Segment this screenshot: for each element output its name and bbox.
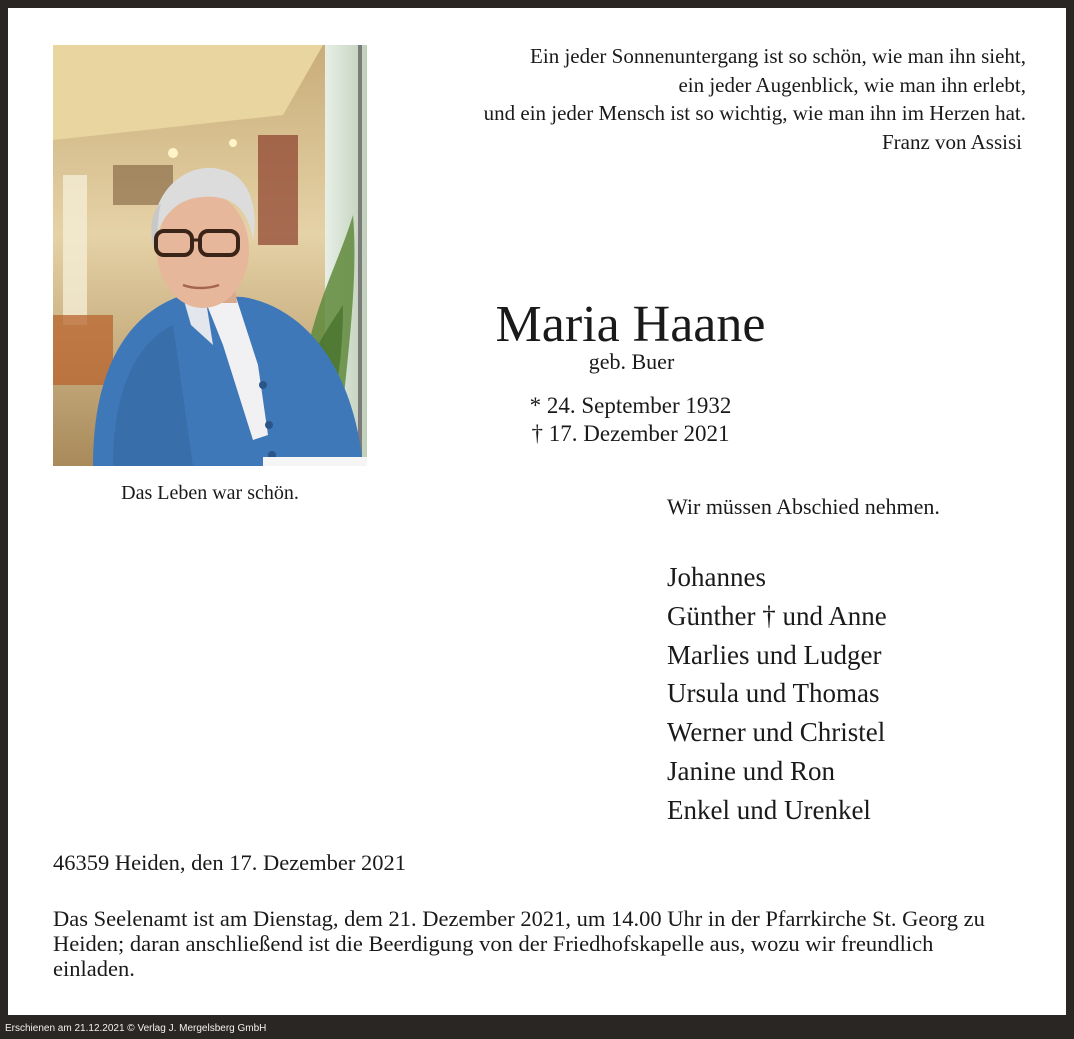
mourner-name: Ursula und Thomas [667,678,880,709]
mourner-name: Enkel und Urenkel [667,794,871,825]
quote [326,42,1026,128]
quote-line: ein jeder Augenblick, wie man ihn erlebt, [678,72,1026,97]
deceased-name: Maria Haane [495,296,766,353]
quote-author: Franz von Assisi [881,130,1022,154]
portrait-photo [53,45,367,466]
maiden-name: geb. Buer [588,349,675,374]
obituary-card [8,8,1066,1015]
farewell-text: Wir müssen Abschied nehmen. [667,494,940,519]
mourner-name: Günther † und Anne [667,600,887,631]
publication-footer: Erschienen am 21.12.2021 © Verlag J. Mergelsberg GmbH [5,1023,267,1034]
birth-date: * 24. September 1932 [529,393,732,418]
life-dates [478,392,783,448]
mourner-name: Johannes [667,562,766,592]
photo-caption: Das Leben war schön. [121,482,299,504]
mourner-name: Werner und Christel [667,717,886,748]
quote-line: und ein jeder Mensch ist so wichtig, wie man ihn im Herzen hat. [483,101,1026,125]
mourners-list [667,558,887,830]
death-date: † 17. Dezember 2021 [531,421,730,446]
mourner-name: Janine und Ron [667,755,835,786]
place-and-date: 46359 Heiden, den 17. Dezember 2021 [53,850,407,875]
funeral-notice: Das Seelenamt ist am Dienstag, dem 21. Dezember 2021, um 14.00 Uhr in der Pfarrkirche St. Georg zu Heiden; daran anschließend ist die Beerdigung von der Friedhofskapelle aus, wozu wir freundlich einladen. [53,906,985,981]
mourner-name: Marlies und Ludger [667,639,882,670]
quote-line: Ein jeder Sonnenuntergang ist so schön, wie man ihn sieht, [530,44,1026,68]
